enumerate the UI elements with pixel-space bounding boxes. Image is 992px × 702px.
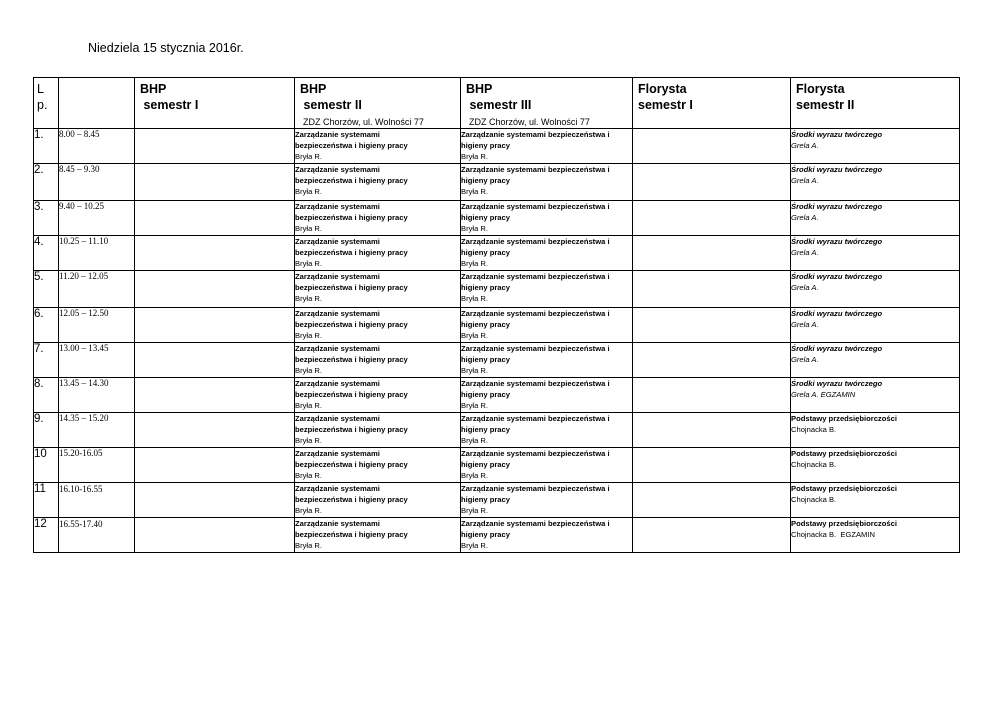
teacher-name: Grela A.	[791, 213, 819, 222]
cell-florysta-sem1	[633, 271, 791, 308]
teacher-name: Bryła R.	[461, 224, 489, 233]
cell-bhp-sem1	[135, 129, 295, 164]
cell-florysta-sem2	[791, 518, 960, 553]
row-number-text: 4.	[34, 236, 44, 248]
cell-bhp-sem2	[295, 129, 461, 164]
row-time-text: 16.10-16.55	[59, 484, 103, 494]
cell-bhp-sem2	[295, 518, 461, 553]
row-time	[59, 201, 135, 236]
row-time-text: 16.55-17.40	[59, 519, 103, 529]
row-time	[59, 308, 135, 343]
cell-bhp-sem3	[461, 308, 633, 343]
cell-florysta-sem1	[633, 308, 791, 343]
row-number	[34, 201, 59, 236]
teacher-name: Chojnacka B. EGZAMIN	[791, 530, 875, 539]
cell-bhp-sem2	[295, 271, 461, 308]
subject-line: higieny pracy	[461, 355, 510, 364]
subject-line: Zarządzanie systemami bezpieczeństwa i	[461, 202, 610, 211]
teacher-name: Bryła R.	[295, 471, 323, 480]
subject-line: higieny pracy	[461, 176, 510, 185]
subject-line: Zarządzanie systemami	[295, 130, 380, 139]
row-time	[59, 164, 135, 201]
subject-line: Zarządzanie systemami bezpieczeństwa i	[461, 484, 610, 493]
subject-line: higieny pracy	[461, 283, 510, 292]
subject-line: Zarządzanie systemami bezpieczeństwa i	[461, 449, 610, 458]
cell-florysta-sem1	[633, 236, 791, 271]
row-number	[34, 271, 59, 308]
subject-line: Podstawy przedsiębiorczości	[791, 414, 897, 423]
teacher-name: Bryła R.	[295, 506, 323, 515]
table-row	[34, 483, 960, 518]
cell-bhp-sem3	[461, 413, 633, 448]
teacher-name: Bryła R.	[461, 366, 489, 375]
cell-florysta-sem1	[633, 378, 791, 413]
cell-bhp-sem2	[295, 201, 461, 236]
row-number	[34, 129, 59, 164]
teacher-name: Bryła R.	[295, 331, 323, 340]
table-row	[34, 413, 960, 448]
subject-line: higieny pracy	[461, 460, 510, 469]
header-lp-line2: p.	[37, 98, 48, 112]
subject-line: Środki wyrazu twórczego	[791, 237, 883, 246]
cell-bhp-sem3	[461, 236, 633, 271]
subject-line: bezpieczeństwa i higieny pracy	[295, 141, 408, 150]
subject-line: Zarządzanie systemami	[295, 484, 380, 493]
subject-line: Zarządzanie systemami	[295, 344, 380, 353]
teacher-name: Bryła R.	[461, 541, 489, 550]
cell-bhp-sem2	[295, 164, 461, 201]
subject-line: Zarządzanie systemami bezpieczeństwa i	[461, 519, 610, 528]
table-row	[34, 448, 960, 483]
cell-florysta-sem2	[791, 308, 960, 343]
row-time	[59, 518, 135, 553]
teacher-name: Bryła R.	[295, 401, 323, 410]
teacher-name: Bryła R.	[295, 224, 323, 233]
subject-line: higieny pracy	[461, 213, 510, 222]
subject-line: Środki wyrazu twórczego	[791, 379, 883, 388]
subject-line: bezpieczeństwa i higieny pracy	[295, 495, 408, 504]
cell-bhp-sem3	[461, 271, 633, 308]
row-number-text: 9.	[34, 413, 44, 425]
cell-florysta-sem1	[633, 164, 791, 201]
subject-line: Zarządzanie systemami bezpieczeństwa i	[461, 379, 610, 388]
subject-line: bezpieczeństwa i higieny pracy	[295, 355, 408, 364]
table-row	[34, 236, 960, 271]
row-number	[34, 378, 59, 413]
subject-line: Podstawy przedsiębiorczości	[791, 519, 897, 528]
teacher-name: Bryła R.	[295, 541, 323, 550]
cell-bhp-sem1	[135, 483, 295, 518]
cell-bhp-sem1	[135, 448, 295, 483]
cell-bhp-sem2	[295, 448, 461, 483]
subject-line: bezpieczeństwa i higieny pracy	[295, 530, 408, 539]
teacher-name: Bryła R.	[461, 331, 489, 340]
page-title: Niedziela 15 stycznia 2016r.	[88, 41, 244, 55]
table-row	[34, 343, 960, 378]
row-number	[34, 236, 59, 271]
cell-bhp-sem3	[461, 129, 633, 164]
teacher-name: Grela A.	[791, 141, 819, 150]
cell-florysta-sem1	[633, 343, 791, 378]
row-time	[59, 343, 135, 378]
subject-line: Zarządzanie systemami	[295, 165, 380, 174]
teacher-name: Grela A.	[791, 355, 819, 364]
subject-line: Zarządzanie systemami bezpieczeństwa i	[461, 165, 610, 174]
cell-bhp-sem2	[295, 483, 461, 518]
teacher-name: Bryła R.	[461, 259, 489, 268]
subject-line: Zarządzanie systemami bezpieczeństwa i	[461, 237, 610, 246]
row-time	[59, 378, 135, 413]
subject-line: Środki wyrazu twórczego	[791, 272, 883, 281]
row-time	[59, 483, 135, 518]
table-row	[34, 164, 960, 201]
header-lp-line1: L	[37, 82, 44, 96]
header-florysta-sem1	[633, 78, 791, 129]
cell-florysta-sem1	[633, 413, 791, 448]
header-line1: BHP	[300, 82, 327, 96]
teacher-name: Bryła R.	[461, 506, 489, 515]
header-time	[59, 78, 135, 129]
table-row	[34, 129, 960, 164]
cell-bhp-sem3	[461, 378, 633, 413]
header-line2: semestr I	[638, 98, 693, 112]
cell-bhp-sem3	[461, 483, 633, 518]
cell-bhp-sem3	[461, 518, 633, 553]
row-number	[34, 164, 59, 201]
teacher-name: Chojnacka B.	[791, 425, 837, 434]
cell-bhp-sem2	[295, 308, 461, 343]
table-row	[34, 201, 960, 236]
cell-florysta-sem1	[633, 518, 791, 553]
subject-line: bezpieczeństwa i higieny pracy	[295, 320, 408, 329]
header-line2: semestr II	[796, 98, 855, 112]
header-location-note: ZDZ Chorzów, ul. Wolności 77	[303, 117, 424, 127]
row-time	[59, 271, 135, 308]
subject-line: Zarządzanie systemami bezpieczeństwa i	[461, 272, 610, 281]
teacher-name: Grela A.	[791, 320, 819, 329]
teacher-name: Chojnacka B.	[791, 460, 837, 469]
subject-line: bezpieczeństwa i higieny pracy	[295, 283, 408, 292]
table-row	[34, 518, 960, 553]
subject-line: Środki wyrazu twórczego	[791, 202, 883, 211]
row-number	[34, 343, 59, 378]
table-row	[34, 308, 960, 343]
row-time-text: 15.20-16.05	[59, 448, 103, 458]
subject-line: Zarządzanie systemami	[295, 202, 380, 211]
cell-florysta-sem2	[791, 129, 960, 164]
subject-line: Zarządzanie systemami	[295, 449, 380, 458]
row-number-text: 11	[34, 483, 46, 495]
row-number-text: 2.	[34, 164, 44, 176]
row-time-text: 8.00 – 8.45	[59, 129, 100, 139]
subject-line: higieny pracy	[461, 390, 510, 399]
row-time-text: 12.05 – 12.50	[59, 308, 109, 318]
cell-bhp-sem1	[135, 271, 295, 308]
row-number-text: 7.	[34, 343, 44, 355]
header-bhp-sem1	[135, 78, 295, 129]
teacher-name: Bryła R.	[295, 436, 323, 445]
row-time-text: 8.45 – 9.30	[59, 164, 100, 174]
subject-line: Podstawy przedsiębiorczości	[791, 449, 897, 458]
cell-bhp-sem3	[461, 448, 633, 483]
row-time	[59, 413, 135, 448]
teacher-name: Bryła R.	[295, 366, 323, 375]
cell-bhp-sem2	[295, 413, 461, 448]
cell-bhp-sem2	[295, 236, 461, 271]
row-number-text: 6.	[34, 308, 44, 320]
cell-bhp-sem1	[135, 343, 295, 378]
cell-florysta-sem1	[633, 201, 791, 236]
cell-bhp-sem1	[135, 308, 295, 343]
table-row	[34, 378, 960, 413]
header-florysta-sem2	[791, 78, 960, 129]
table-row	[34, 271, 960, 308]
subject-line: Podstawy przedsiębiorczości	[791, 484, 897, 493]
row-time	[59, 448, 135, 483]
cell-florysta-sem1	[633, 129, 791, 164]
teacher-name: Bryła R.	[295, 294, 323, 303]
subject-line: Zarządzanie systemami	[295, 237, 380, 246]
cell-florysta-sem2	[791, 201, 960, 236]
subject-line: Zarządzanie systemami	[295, 519, 380, 528]
row-number	[34, 483, 59, 518]
teacher-name: Grela A.	[791, 176, 819, 185]
header-row	[34, 78, 960, 129]
cell-florysta-sem2	[791, 378, 960, 413]
row-number-text: 12	[34, 518, 47, 530]
cell-bhp-sem1	[135, 413, 295, 448]
row-number-text: 5.	[34, 271, 44, 283]
header-lp	[34, 78, 59, 129]
cell-bhp-sem1	[135, 236, 295, 271]
subject-line: Środki wyrazu twórczego	[791, 344, 883, 353]
subject-line: bezpieczeństwa i higieny pracy	[295, 176, 408, 185]
teacher-name: Grela A.	[791, 283, 819, 292]
row-time-text: 11.20 – 12.05	[59, 271, 109, 281]
subject-line: higieny pracy	[461, 495, 510, 504]
schedule-table	[33, 77, 960, 553]
teacher-name: Chojnacka B.	[791, 495, 837, 504]
subject-line: Zarządzanie systemami bezpieczeństwa i	[461, 414, 610, 423]
teacher-name: Bryła R.	[461, 401, 489, 410]
teacher-name: Bryła R.	[295, 187, 323, 196]
row-number	[34, 308, 59, 343]
cell-bhp-sem1	[135, 201, 295, 236]
teacher-name: Bryła R.	[461, 436, 489, 445]
row-number-text: 8.	[34, 378, 44, 390]
teacher-name: Bryła R.	[461, 152, 489, 161]
subject-line: Zarządzanie systemami bezpieczeństwa i	[461, 309, 610, 318]
subject-line: bezpieczeństwa i higieny pracy	[295, 460, 408, 469]
cell-florysta-sem2	[791, 343, 960, 378]
teacher-name: Bryła R.	[295, 152, 323, 161]
cell-florysta-sem2	[791, 164, 960, 201]
cell-florysta-sem2	[791, 236, 960, 271]
subject-line: Zarządzanie systemami	[295, 414, 380, 423]
row-number-text: 1.	[34, 129, 44, 141]
subject-line: Zarządzanie systemami bezpieczeństwa i	[461, 344, 610, 353]
teacher-name: Bryła R.	[461, 294, 489, 303]
header-line2: semestr III	[466, 98, 532, 112]
cell-florysta-sem1	[633, 483, 791, 518]
cell-florysta-sem2	[791, 448, 960, 483]
cell-florysta-sem2	[791, 413, 960, 448]
row-time-text: 10.25 – 11.10	[59, 236, 109, 246]
header-line2: semestr II	[300, 98, 362, 112]
row-number-text: 10	[34, 448, 47, 460]
subject-line: bezpieczeństwa i higieny pracy	[295, 213, 408, 222]
header-line1: Florysta	[796, 82, 845, 96]
row-time	[59, 236, 135, 271]
header-line1: BHP	[466, 82, 493, 96]
subject-line: Środki wyrazu twórczego	[791, 309, 883, 318]
cell-bhp-sem1	[135, 164, 295, 201]
header-location-note: ZDZ Chorzów, ul. Wolności 77	[469, 117, 590, 127]
header-bhp-sem3	[461, 78, 633, 129]
cell-florysta-sem2	[791, 271, 960, 308]
subject-line: bezpieczeństwa i higieny pracy	[295, 390, 408, 399]
cell-bhp-sem3	[461, 164, 633, 201]
subject-line: Zarządzanie systemami	[295, 309, 380, 318]
subject-line: higieny pracy	[461, 141, 510, 150]
row-time-text: 14.35 – 15.20	[59, 413, 109, 423]
subject-line: Zarządzanie systemami	[295, 379, 380, 388]
teacher-name: Bryła R.	[461, 471, 489, 480]
row-number	[34, 518, 59, 553]
subject-line: Środki wyrazu twórczego	[791, 130, 883, 139]
subject-line: higieny pracy	[461, 530, 510, 539]
cell-bhp-sem2	[295, 378, 461, 413]
cell-bhp-sem3	[461, 201, 633, 236]
cell-florysta-sem1	[633, 448, 791, 483]
cell-bhp-sem2	[295, 343, 461, 378]
cell-bhp-sem1	[135, 378, 295, 413]
row-number-text: 3.	[34, 201, 44, 213]
row-number	[34, 413, 59, 448]
subject-line: Środki wyrazu twórczego	[791, 165, 883, 174]
header-bhp-sem2	[295, 78, 461, 129]
row-time-text: 9.40 – 10.25	[59, 201, 104, 211]
row-time-text: 13.45 – 14.30	[59, 378, 109, 388]
cell-bhp-sem1	[135, 518, 295, 553]
subject-line: higieny pracy	[461, 425, 510, 434]
subject-line: bezpieczeństwa i higieny pracy	[295, 248, 408, 257]
subject-line: higieny pracy	[461, 320, 510, 329]
subject-line: Zarządzanie systemami bezpieczeństwa i	[461, 130, 610, 139]
cell-florysta-sem2	[791, 483, 960, 518]
teacher-name: Bryła R.	[461, 187, 489, 196]
teacher-name: Grela A. EGZAMIN	[791, 390, 856, 399]
subject-line: Zarządzanie systemami	[295, 272, 380, 281]
subject-line: bezpieczeństwa i higieny pracy	[295, 425, 408, 434]
subject-line: higieny pracy	[461, 248, 510, 257]
cell-bhp-sem3	[461, 343, 633, 378]
header-line1: BHP	[140, 82, 167, 96]
teacher-name: Grela A.	[791, 248, 819, 257]
teacher-name: Bryła R.	[295, 259, 323, 268]
row-time-text: 13.00 – 13.45	[59, 343, 109, 353]
row-number	[34, 448, 59, 483]
header-line2: semestr I	[140, 98, 199, 112]
row-time	[59, 129, 135, 164]
header-line1: Florysta	[638, 82, 687, 96]
